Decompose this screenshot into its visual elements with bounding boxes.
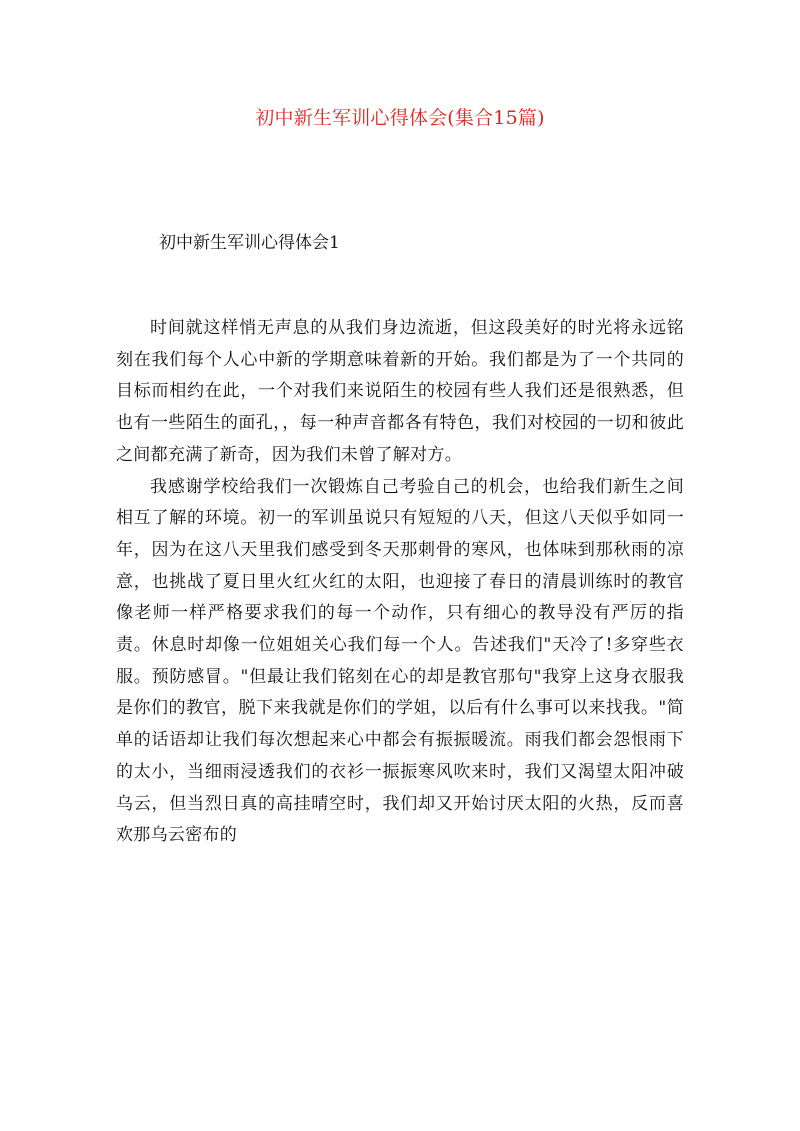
body-paragraph-1: 时间就这样悄无声息的从我们身边流逝，但这段美好的时光将永远铭刻在我们每个人心中新的学期意味着新的开始。我们都是为了一个共同的目标而相约在此，一个对我们来说陌生的校园有些人我们还是很熟悉，但也有一些陌生的面孔，，每一种声音都各有特色，我们对校园的一切和彼此之间都充满了新奇，因为我们未曾了解对方。 <box>116 318 684 465</box>
body-paragraph-2: 我感谢学校给我们一次锻炼自己考验自己的机会，也给我们新生之间相互了解的环境。初一的军训虽说只有短短的八天，但这八天似乎如同一年，因为在这八天里我们感受到冬天那刺骨的寒风，也体味到那秋雨的凉意，也挑战了夏日里火红火红的太阳，也迎接了春日的清晨训练时的教官像老师一样严格要求我们的每一个动作，只有细心的教导没有严厉的指责。休息时却像一位姐姐关心我们每一个人。告述我们"天冷了!多穿些衣服。预防感冒。"但最让我们铭刻在心的却是教官那句"我穿上这身衣服我是你们的教官，脱下来我就是你们的学姐，以后有什么事可以来找我。"简单的话语却让我们每次想起来心中都会有振振暖流。雨我们都会怨恨雨下的太小，当细雨浸透我们的衣衫一振振寒风吹来时，我们又渴望太阳冲破乌云，但当烈日真的高挂晴空时，我们却又开始讨厌太阳的火热，反而喜欢那乌云密布的 <box>116 476 684 846</box>
document-title: 初中新生军训心得体会(集合15篇) <box>255 107 545 129</box>
document-body <box>116 313 684 852</box>
section-heading: 初中新生军训心得体会1 <box>159 233 340 253</box>
